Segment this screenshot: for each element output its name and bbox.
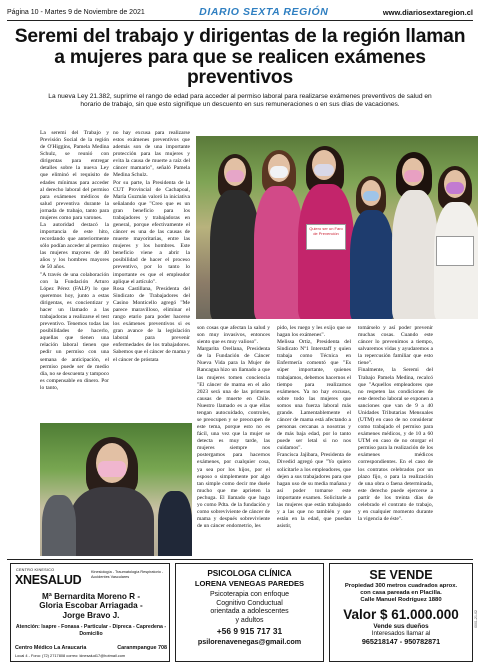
ad3-line-3: Calle Manuel Rodríguez 1880 — [360, 597, 442, 604]
ad2-title-2: LORENA VENEGAS PAREDES — [194, 579, 305, 588]
ad2-description — [176, 591, 323, 625]
ad3-line-1: Propiedad 300 metros cuadrados aprox. — [344, 583, 458, 589]
ad3-description — [330, 583, 472, 605]
ad2-email[interactable]: psilorenavenegas@gmail.com — [197, 637, 302, 647]
article-column-5: tomárselo y así poder prevenir muchas cosas. Cuando este cáncer lo prevenimos a tiempo, salvaremos vidas y ayudaremos a la repercusión familiar que esto tiene". Finalmente, la Seremi del Trabajo Pamela Medina, recalcó que "Aquellos empleadores que no respeten las condiciones de este derecho laboral se exponen a sanciones que van de 9 a 40 Unidades Tributarias Mensuales (UTM) en caso de no considerar como trabajado el permiso para exámenes médicos, y de 10 a 60 UTM en caso de no otorgar el permiso para la realización de los exámenes médicos correspondientes. En el caso de los contratos celebrados por un plazo fijo, o para la realización de una obra o faena determinada, este derecho puede ejercerse a partir de los treinta días de celebrado el contrato de trabajo, y en cualquier momento durante la vigencia de éste". — [358, 325, 433, 523]
article-headline: Seremi del trabajo y dirigentas de la región llaman a mujeres para que se realicen exámenes preventivos — [14, 26, 466, 88]
article-column-3: son cosas que afectan la salud y son muy invasivos, entonces siento que es muy valioso". Margarita Orellana, Presidenta de la Fundación de Cáncer Nueva Vida para la Mujer de Rancagua hizo un llamado a que las mujeres tomen conciencia "El cáncer de mama en el año 2023 será una de las primeras causas de muerte en Chile. Nuestro llamado es a que ellas tengan autocuidado, controles, se preocupen y se preocupen de este tema, porque esto no es fácil, una vez que la mujer se detecta es muy tarde, las mujeres siempre nos postergamos para hacernos exámenes, por cualquier cosa, ya sea por los hijos, por el esposo o simplemente por algo tan simple como decir me duele mucho que me aprieten la pechuga. El llamado que hago yo como Pdta. de la fundación y como sobreviviente de cáncer de mama y después sobreviviente de un cáncer endometrio, les — [197, 325, 270, 530]
ad2-line-3: orientada a adolescentes — [210, 608, 289, 616]
ad1-name-2: Gloria Escobar Arriagada - — [39, 601, 143, 611]
sign-right — [436, 236, 474, 266]
website-url[interactable]: www.diariosextaregion.cl — [382, 7, 473, 17]
page-info: Página 10 - Martes 9 de Noviembre de 2021 — [7, 8, 145, 16]
ad3-line-2: con casa pareada en Placilla. — [360, 590, 442, 597]
side-code: 0001-21-02 — [474, 610, 478, 628]
psychologist-ad[interactable] — [175, 563, 324, 662]
ad3-note: Vende sus dueños — [373, 622, 429, 630]
ad3-interested: Interesados llamar al — [371, 629, 431, 637]
ad1-names — [15, 592, 167, 620]
header-divider — [7, 20, 473, 21]
ad2-line-4: y adultos — [235, 616, 264, 624]
page-header — [7, 4, 473, 20]
ad1-name-3: Jorge Bravo J. — [62, 610, 120, 620]
ad1-address: Caranmpangue 708 — [117, 645, 167, 651]
article-column-1: La seremi del Trabajo y Previsión Social de la región de O'Higgins, Pamela Medina Schulz, se reunió con dirigentas para entregar detalles sobre la nueva Ley que eliminó el requisito de edades mínimas para acceder al derecho laboral del permiso para exámenes médicos de salud preventiva durante la jornada de trabajo, tanto para mujeres como para varones. La autoridad destacó la importancia de este hito, recordando que anteriormente sólo podían acceder al permiso las mujeres mayores de 40 años y los hombres mayores de 50 años. "A través de una colaboración con la Fundación Arturo López Pérez (FALP) lo que queremos hoy, junto a estas dirigentas, es concientizar y hacer un llamado a las trabajadoras a realizarse el test preventivo. Tenemos todas las posibilidades de hacerlo, aquellas que tienen una relación laboral tienen que pedir un permiso con una semana de anticipación, el permiso puede ser de medio día, no se descuenta y tampoco es compensable en dinero. Por lo tanto, — [40, 130, 109, 391]
article-lede: La nueva Ley 21.382, suprime el rango de edad para acceder al permiso laboral para realizarse exámenes preventivos de salud en horario de trabajo, sin que esto signifique un descuento en sus remuneraciones o en sus días de vacaciones. — [48, 93, 432, 108]
ad1-name-1: Mª Bernardita Moreno R - — [41, 592, 141, 601]
prevention-sign: Quiero ser un Faro de Prevención — [306, 224, 346, 250]
ad1-logo: XNESALUD — [15, 573, 82, 587]
property-sale-ad[interactable] — [329, 563, 473, 662]
ad3-price: Valor $ 61.000.000 — [343, 606, 459, 622]
ad2-title-1: PSICOLOGA CLÍNICA — [207, 569, 292, 578]
ad1-attention: Atención: Isapre - Fonasa - Particular - Dipreca - Capredena - Domicilio — [15, 624, 167, 637]
group-photo — [196, 136, 478, 319]
ad1-location-row — [15, 645, 167, 651]
ad2-phone[interactable]: +56 9 915 717 31 — [216, 626, 283, 637]
ad1-logo-top: CENTRO KINESICO — [16, 568, 55, 572]
ad3-title: SE VENDE — [369, 568, 433, 582]
article-column-4: pido, les ruego y les exijo que se hagan los exámenes". Melissa Ortiz, Presidenta del Sindicato Nº1 Interstaff y quien trabaja como Técnica en Enfermería comentó que "Es súper importante, quienes trabajamos, debemos hacernos el tiempo para realizarnos exámenes. Ya no hay excusas, sobre todo las mujeres que somos una fuerza laboral más grande. Lamentablemente el cáncer de mama está afectando a personas cercanas a nosotras y de más baja edad, por lo tanto puede ser letal si no nos cuidamos". Francisca Jajibara, Presidenta de Divedid agregó que "Yo quiero solicitarle a los empleadores, que dejen a sus trabajadores para que hagan uso de su media mañana y así poder tomarse este importante examen. Solicitarle a las mujeres que están trabajando y a las que no también y que están en la edad, que puedan asistir, — [277, 325, 351, 530]
ad1-contact: Local 4 - Fono: (72) 2717808 correo: kinesalud17@hotmail.com — [15, 653, 126, 658]
masthead: DIARIO SEXTA REGIÓN — [199, 6, 329, 18]
ad3-phones[interactable]: 965218147 - 950782871 — [361, 636, 441, 646]
ad2-line-2: Cognitivo Conductual — [216, 599, 283, 607]
ad2-line-1: Psicoterapia con enfoque — [210, 591, 289, 598]
kinesalud-ad[interactable] — [10, 563, 170, 662]
article-column-2: no hay excusa para realizarse estos exámenes preventivos que además son de una importante protección para las mujeres y evita la causa de muerte a raíz del cáncer mamario", señaló Pamela Medina Schulz. Por su parte, la Presidenta de la CUT Provincial de Cachapoal, María Guzmán valoró la iniciativa señalando que "Creo que es un gran beneficio para los trabajadores y trabajadoras en general, porque efectivamente el cáncer es una de las causas de muerte mayoritarias, entre las mujeres y los hombres. Este beneficio viene a abrir la posibilidad de hacer el proceso preventivo, por lo tanto lo importante es que el empleador aplique el artículo". Rosa Castillana, Presidenta del Sindicato de Trabajadores del Casino Monticello agregó "Me parece maravilloso, eliminar el rango etario para poder hacerse los exámenes preventivos si es gran avance de la legislación laboral para prevenir enfermedades de los trabajadores. Sabemos que el cáncer de mama y el cáncer de próstata — [113, 130, 190, 363]
ad1-specialties: Kinesiología - Traumatología Respiratorio - Accidentes Vasculares — [91, 570, 164, 579]
ad1-location: Centro Médico La Araucaria — [15, 645, 87, 651]
speaker-photo — [40, 423, 192, 556]
ads-divider — [7, 559, 473, 560]
